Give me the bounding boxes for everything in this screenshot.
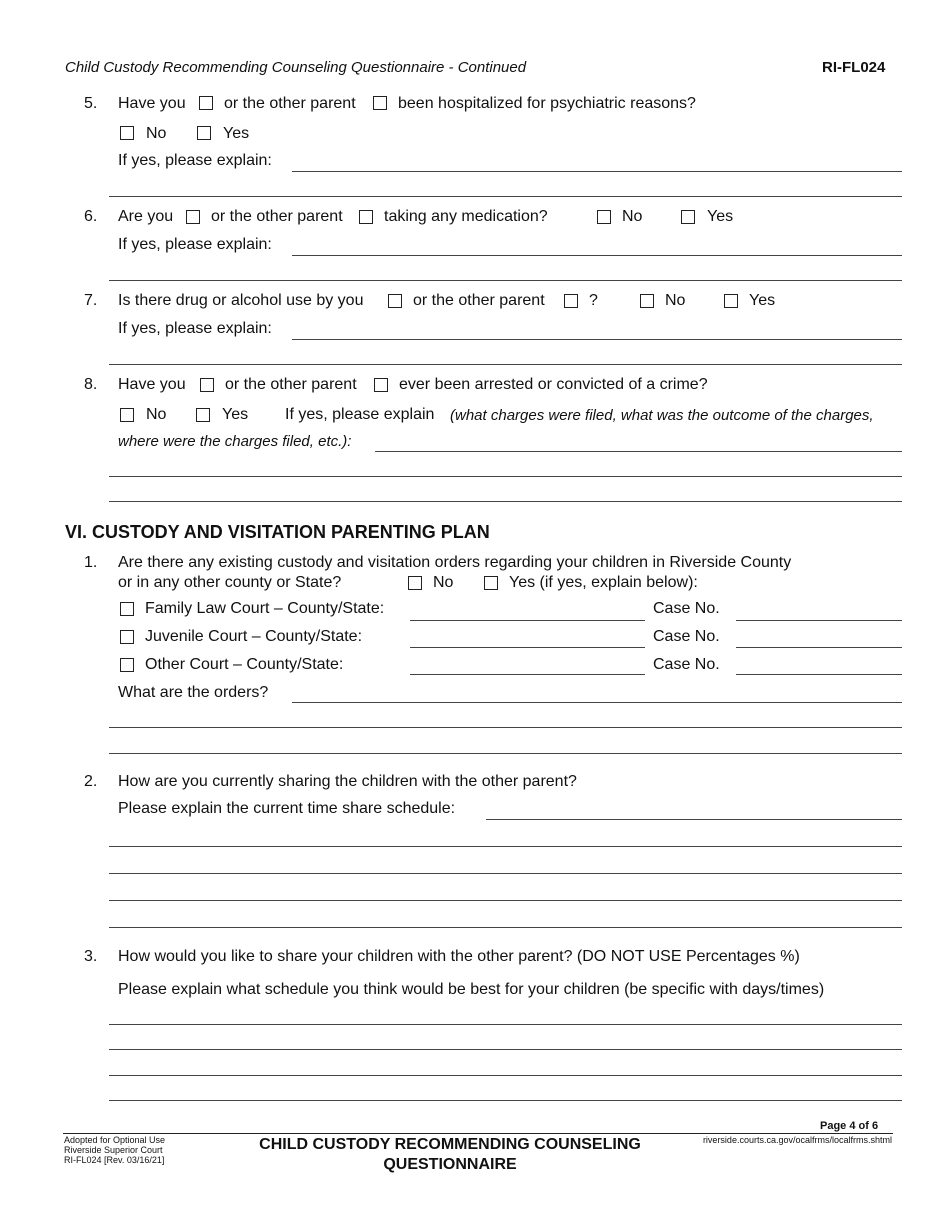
q5-text-1: Have you: [118, 95, 186, 112]
s1-yes-label: Yes (if yes, explain below):: [509, 574, 698, 591]
q6-you-checkbox[interactable]: [186, 210, 200, 224]
footer-title-line-2: QUESTIONNAIRE: [383, 1156, 517, 1173]
orders-line[interactable]: [292, 702, 902, 703]
juvenile-court-county-line[interactable]: [410, 647, 645, 648]
q7-yes-checkbox[interactable]: [724, 294, 738, 308]
other-court-label: Other Court – County/State:: [145, 656, 344, 673]
q5-yes-label: Yes: [223, 125, 250, 142]
footer-adopted: [64, 1135, 165, 1165]
q8-you-checkbox[interactable]: [200, 378, 214, 392]
q8-explain-hint: (what charges were filed, what was the outcome of the charges,: [450, 407, 874, 424]
q6-yes-checkbox[interactable]: [681, 210, 695, 224]
header-title: Child Custody Recommending Counseling Questionnaire - Continued: [65, 59, 527, 76]
juvenile-case-label: Case No.: [653, 628, 720, 645]
q7-text-2: or the other parent: [413, 292, 545, 309]
s2-line-1[interactable]: [486, 819, 902, 820]
s2-text-1: How are you currently sharing the children with the other parent?: [118, 773, 577, 790]
other-court-county-line[interactable]: [410, 674, 645, 675]
footer-title-line-1: CHILD CUSTODY RECOMMENDING COUNSELING: [259, 1136, 641, 1153]
family-case-label: Case No.: [653, 600, 720, 617]
other-case-line[interactable]: [736, 674, 902, 675]
s2-line-2[interactable]: [109, 846, 902, 847]
q8-text-3: ever been arrested or convicted of a crime?: [399, 376, 708, 393]
q5-explain-line-2[interactable]: [109, 196, 902, 197]
family-court-label: Family Law Court – County/State:: [145, 600, 385, 617]
q8-text-1: Have you: [118, 376, 186, 393]
q5-text-2: or the other parent: [224, 95, 356, 112]
adopted-line-1: Adopted for Optional Use: [64, 1135, 166, 1145]
footer-divider: [63, 1133, 893, 1134]
s2-number: 2.: [84, 773, 98, 790]
other-court-checkbox[interactable]: [120, 658, 134, 672]
q6-explain-line[interactable]: [292, 255, 902, 256]
adopted-line-2: Riverside Superior Court: [64, 1145, 163, 1155]
s2-line-5[interactable]: [109, 927, 902, 928]
form-id: RI-FL024: [822, 59, 886, 76]
q8-number: 8.: [84, 376, 98, 393]
q8-no-checkbox[interactable]: [120, 408, 134, 422]
q6-yes-label: Yes: [707, 208, 734, 225]
q8-explain-line[interactable]: [375, 451, 902, 452]
q7-explain-label: If yes, please explain:: [118, 320, 272, 337]
s2-text-2: Please explain the current time share schedule:: [118, 800, 456, 817]
q8-explain-line-2[interactable]: [109, 476, 902, 477]
q5-explain-line[interactable]: [292, 171, 902, 172]
q7-explain-line[interactable]: [292, 339, 902, 340]
orders-line-3[interactable]: [109, 753, 902, 754]
q5-explain-label: If yes, please explain:: [118, 152, 272, 169]
q6-no-label: No: [622, 208, 643, 225]
s3-text-1: How would you like to share your children with the other parent? (DO NOT USE Percentages %): [118, 948, 800, 965]
q7-yes-label: Yes: [749, 292, 776, 309]
q5-you-checkbox[interactable]: [199, 96, 213, 110]
q8-explain-hint-2: where were the charges filed, etc.):: [118, 433, 352, 450]
q5-other-parent-checkbox[interactable]: [373, 96, 387, 110]
q8-explain-label: If yes, please explain: [285, 406, 435, 423]
q5-no-label: No: [146, 125, 167, 142]
s1-text-2: or in any other county or State?: [118, 574, 342, 591]
q5-no-checkbox[interactable]: [120, 126, 134, 140]
orders-line-2[interactable]: [109, 727, 902, 728]
s3-text-2: Please explain what schedule you think would be best for your children (be specific with days/times): [118, 981, 825, 998]
q6-text-2: or the other parent: [211, 208, 343, 225]
juvenile-court-checkbox[interactable]: [120, 630, 134, 644]
q6-text-3: taking any medication?: [384, 208, 548, 225]
s2-line-4[interactable]: [109, 900, 902, 901]
q6-other-parent-checkbox[interactable]: [359, 210, 373, 224]
s1-yes-checkbox[interactable]: [484, 576, 498, 590]
q8-text-2: or the other parent: [225, 376, 357, 393]
q6-text-1: Are you: [118, 208, 174, 225]
family-court-county-line[interactable]: [410, 620, 645, 621]
q8-yes-checkbox[interactable]: [196, 408, 210, 422]
section-title: VI. CUSTODY AND VISITATION PARENTING PLAN: [65, 522, 490, 542]
juvenile-case-line[interactable]: [736, 647, 902, 648]
q5-number: 5.: [84, 95, 98, 112]
footer-title: [240, 1135, 660, 1175]
q8-other-parent-checkbox[interactable]: [374, 378, 388, 392]
q7-explain-line-2[interactable]: [109, 364, 902, 365]
q7-text-3: ?: [589, 292, 598, 309]
q7-you-checkbox[interactable]: [388, 294, 402, 308]
s3-line-4[interactable]: [109, 1100, 902, 1101]
s2-line-3[interactable]: [109, 873, 902, 874]
q7-text-1: Is there drug or alcohol use by you: [118, 292, 364, 309]
q7-no-checkbox[interactable]: [640, 294, 654, 308]
s3-line-2[interactable]: [109, 1049, 902, 1050]
page-number: Page 4 of 6: [820, 1120, 879, 1132]
q8-explain-line-3[interactable]: [109, 501, 902, 502]
q8-yes-label: Yes: [222, 406, 249, 423]
family-court-checkbox[interactable]: [120, 602, 134, 616]
orders-label: What are the orders?: [118, 684, 269, 701]
q6-no-checkbox[interactable]: [597, 210, 611, 224]
s1-no-checkbox[interactable]: [408, 576, 422, 590]
q5-yes-checkbox[interactable]: [197, 126, 211, 140]
s3-line-3[interactable]: [109, 1075, 902, 1076]
q6-explain-label: If yes, please explain:: [118, 236, 272, 253]
juvenile-court-label: Juvenile Court – County/State:: [145, 628, 363, 645]
q8-no-label: No: [146, 406, 167, 423]
s1-text-1: Are there any existing custody and visitation orders regarding your children in Riverside County: [118, 554, 792, 571]
s1-number: 1.: [84, 554, 98, 571]
q7-other-parent-checkbox[interactable]: [564, 294, 578, 308]
q6-explain-line-2[interactable]: [109, 280, 902, 281]
footer-url: riverside.courts.ca.gov/ocalfrms/localfrms.shtml: [702, 1135, 892, 1145]
other-case-label: Case No.: [653, 656, 720, 673]
s3-line-1[interactable]: [109, 1024, 902, 1025]
q7-number: 7.: [84, 292, 98, 309]
s1-no-label: No: [433, 574, 454, 591]
family-case-line[interactable]: [736, 620, 902, 621]
adopted-line-3: RI-FL024 [Rev. 03/16/21]: [64, 1155, 165, 1165]
s3-number: 3.: [84, 948, 98, 965]
q5-text-3: been hospitalized for psychiatric reasons?: [398, 95, 696, 112]
q7-no-label: No: [665, 292, 686, 309]
q6-number: 6.: [84, 208, 98, 225]
